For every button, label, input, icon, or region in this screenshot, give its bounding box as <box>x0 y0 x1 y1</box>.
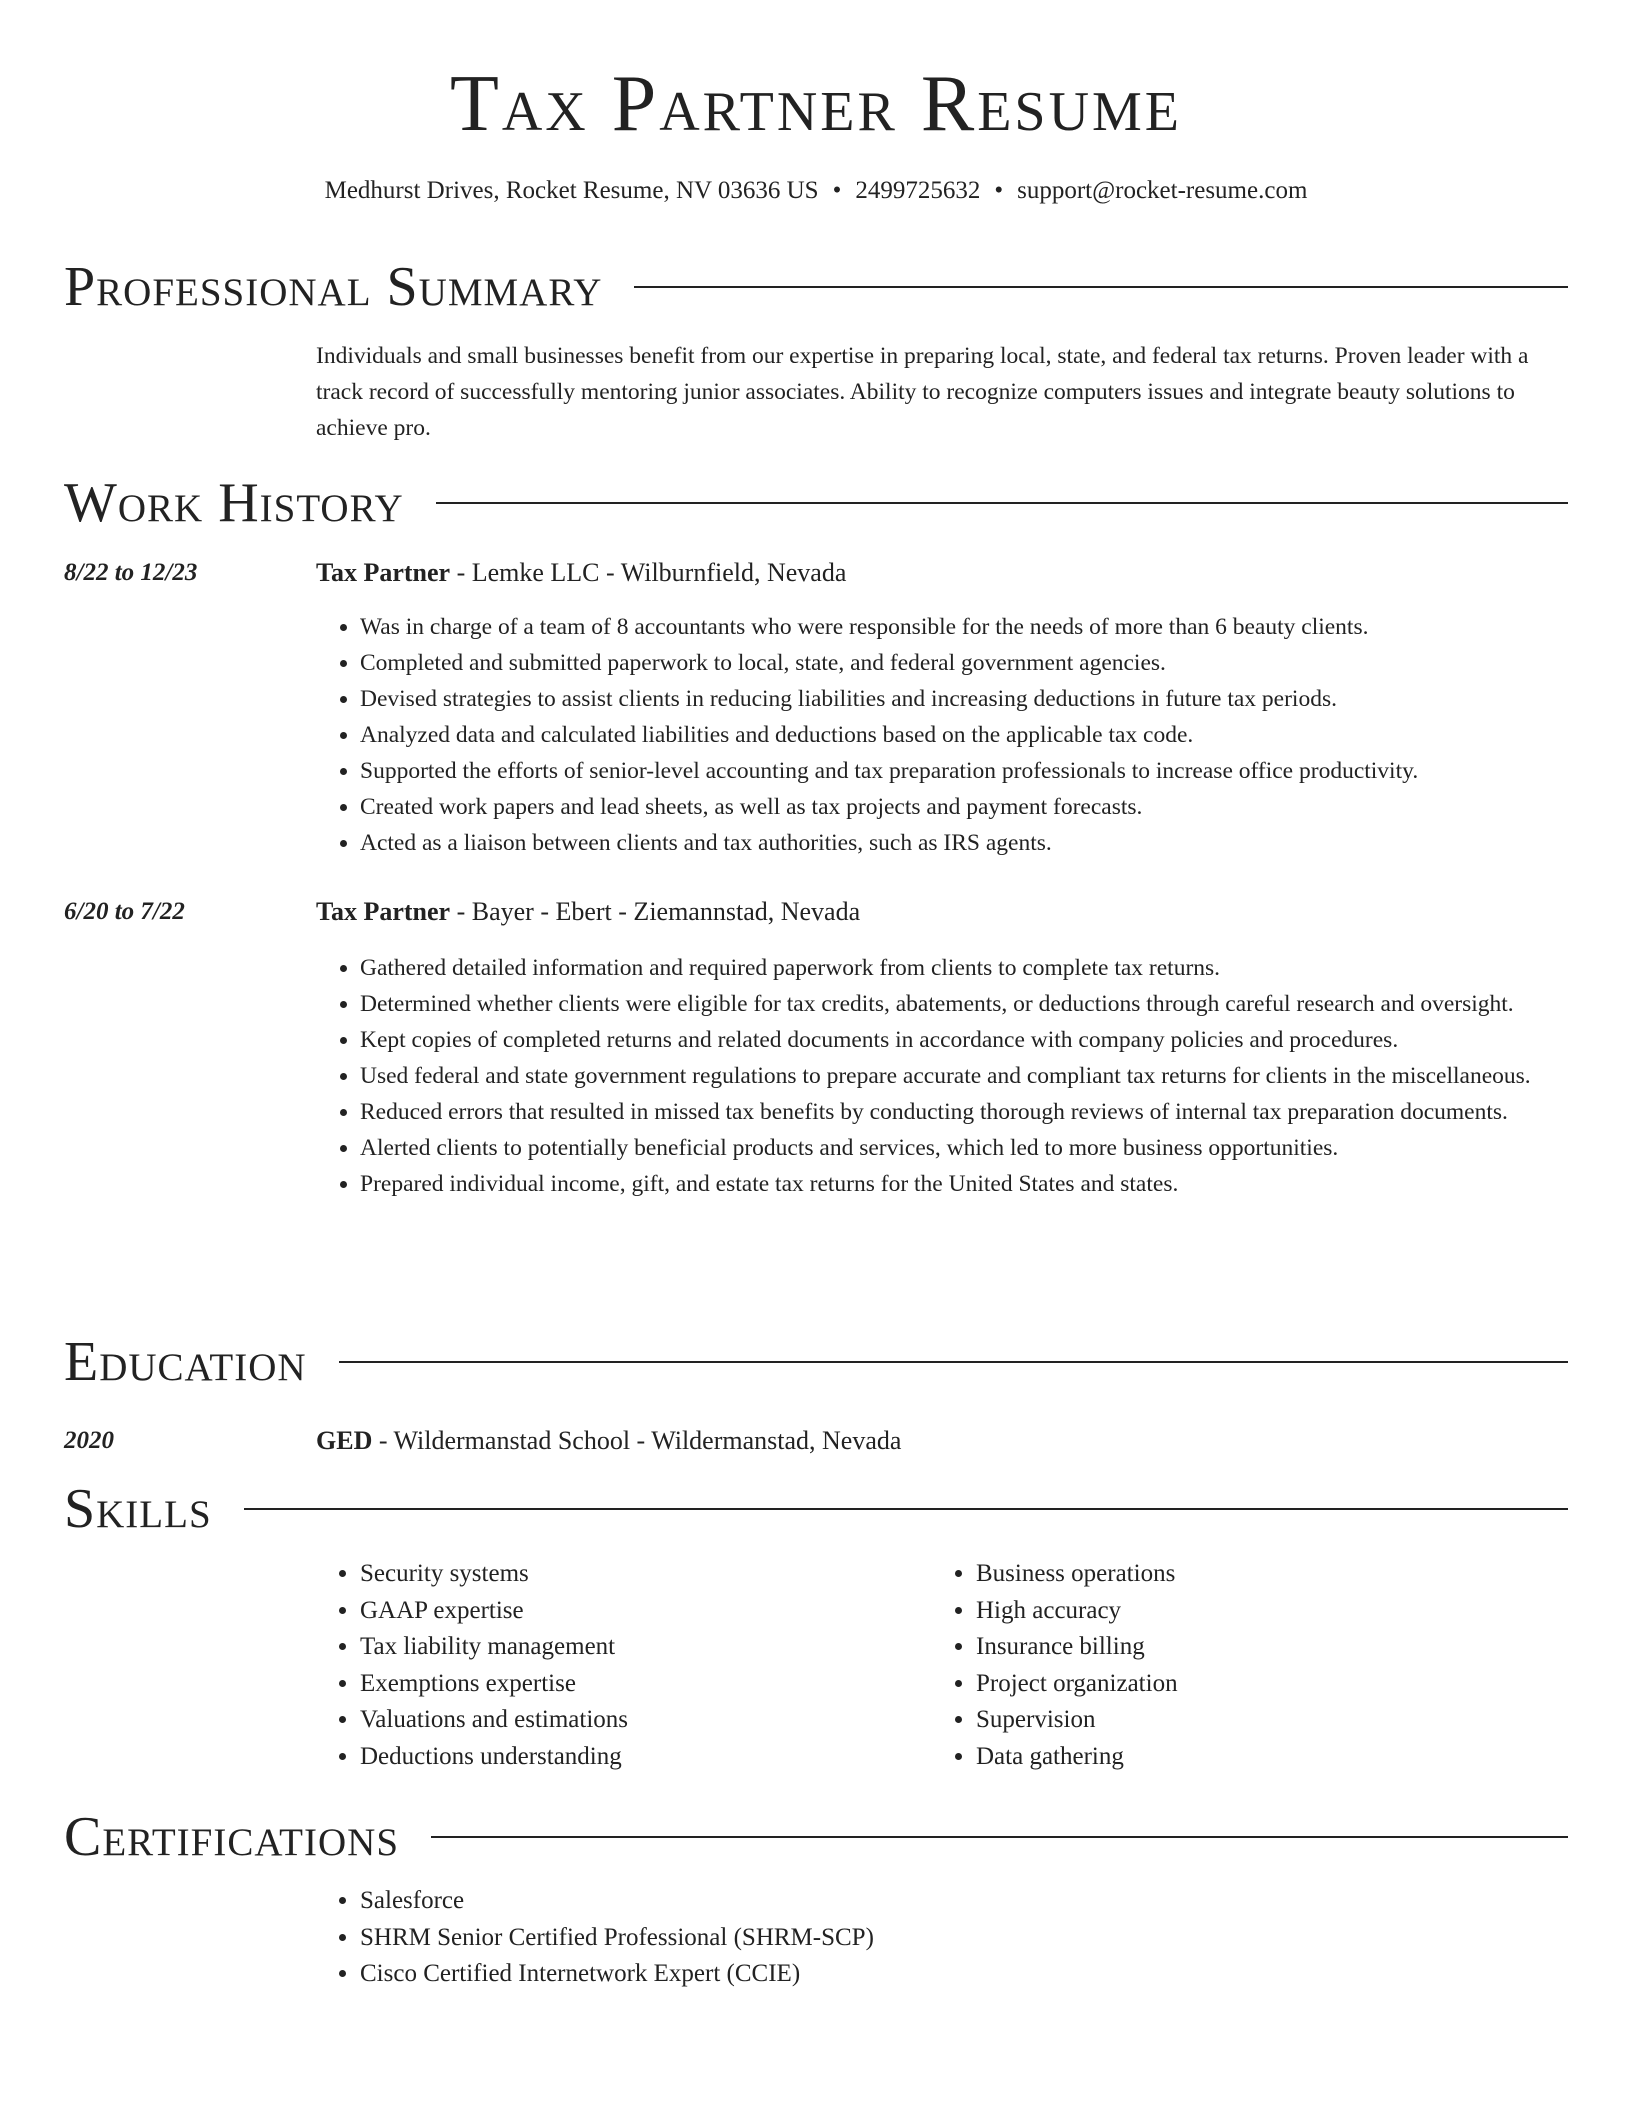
job-dates: 8/22 to 12/23 <box>64 559 198 586</box>
section-title: Work History <box>64 472 404 534</box>
skills-section-header <box>64 1476 1568 1542</box>
list-item: • SHRM Senior Certified Professional (SHRM-SCP) <box>360 1920 1540 1957</box>
email-link[interactable]: support@rocket-resume.com <box>1017 177 1308 204</box>
list-item: • Prepared individual income, gift, and estate tax returns for the United States and states. <box>360 1166 1540 1202</box>
list-item: • Used federal and state government regulations to prepare accurate and compliant tax returns for clients in the miscellaneous. <box>360 1058 1540 1094</box>
list-item: • Gathered detailed information and required paperwork from clients to complete tax returns. <box>360 950 1540 986</box>
work-section-header <box>64 470 1568 536</box>
list-item: • Exemptions expertise <box>360 1666 920 1703</box>
certifications-section-header <box>64 1804 1568 1870</box>
section-title: Certifications <box>64 1806 400 1868</box>
job-dates: 6/20 to 7/22 <box>64 898 185 925</box>
job-title-line <box>316 556 846 590</box>
list-item: • Business operations <box>976 1556 1536 1593</box>
list-item: • Tax liability management <box>360 1629 920 1666</box>
address: Medhurst Drives, Rocket Resume, NV 03636 US <box>324 177 819 204</box>
list-item: • Alerted clients to potentially beneficial products and services, which led to more business opportunities. <box>360 1130 1540 1166</box>
list-item: • Was in charge of a team of 8 accountants who were responsible for the needs of more than 6 beauty clients. <box>360 609 1540 645</box>
section-divider <box>244 1508 1568 1510</box>
list-item: • Salesforce <box>360 1883 1540 1920</box>
job-details: - Lemke LLC - Wilburnfield, Nevada <box>450 558 847 587</box>
list-item: • Reduced errors that resulted in missed tax benefits by conducting thorough reviews of internal tax preparation documents. <box>360 1094 1540 1130</box>
summary-section-header <box>64 254 1568 320</box>
list-item: • Acted as a liaison between clients and tax authorities, such as IRS agents. <box>360 825 1540 861</box>
skills-list-left <box>316 1556 920 1775</box>
section-divider <box>436 502 1568 504</box>
list-item: • Deductions understanding <box>360 1739 920 1776</box>
section-divider <box>431 1836 1568 1838</box>
list-item: • Created work papers and lead sheets, as well as tax projects and payment forecasts. <box>360 789 1540 825</box>
list-item: • GAAP expertise <box>360 1593 920 1630</box>
list-item: • Supervision <box>976 1702 1536 1739</box>
section-divider <box>634 286 1568 288</box>
job-bullets <box>316 609 1540 861</box>
list-item: • Cisco Certified Internetwork Expert (CCIE) <box>360 1956 1540 1993</box>
list-item: • Project organization <box>976 1666 1536 1703</box>
job-title-line <box>316 895 860 929</box>
skills-list-right <box>932 1556 1536 1775</box>
job-role: Tax Partner <box>316 897 451 926</box>
separator-dot: • <box>994 177 1004 204</box>
list-item: • High accuracy <box>976 1593 1536 1630</box>
section-title: Education <box>64 1331 307 1393</box>
contact-line <box>0 174 1632 208</box>
section-title: Skills <box>64 1478 212 1540</box>
list-item: • Devised strategies to assist clients in reducing liabilities and increasing deductions in future tax periods. <box>360 681 1540 717</box>
education-details: - Wildermanstad School - Wildermanstad, Nevada <box>372 1426 902 1455</box>
list-item: • Completed and submitted paperwork to local, state, and federal government agencies. <box>360 645 1540 681</box>
list-item: • Supported the efforts of senior-level accounting and tax preparation professionals to increase office productivity. <box>360 753 1540 789</box>
education-degree: GED <box>316 1426 373 1455</box>
list-item: • Valuations and estimations <box>360 1702 920 1739</box>
education-section-header <box>64 1329 1568 1395</box>
section-title: Professional Summary <box>64 256 603 318</box>
job-bullets <box>316 950 1540 1202</box>
list-item: • Insurance billing <box>976 1629 1536 1666</box>
list-item: • Data gathering <box>976 1739 1536 1776</box>
list-item: • Analyzed data and calculated liabilities and deductions based on the applicable tax code. <box>360 717 1540 753</box>
job-details: - Bayer - Ebert - Ziemannstad, Nevada <box>450 897 861 926</box>
list-item: • Kept copies of completed returns and related documents in accordance with company policies and procedures. <box>360 1022 1540 1058</box>
education-year: 2020 <box>64 1427 114 1454</box>
list-item: • Determined whether clients were eligible for tax credits, abatements, or deductions through careful research and oversight. <box>360 986 1540 1022</box>
separator-dot: • <box>832 177 842 204</box>
education-line <box>316 1424 901 1458</box>
list-item: • Security systems <box>360 1556 920 1593</box>
certifications-list <box>316 1883 1540 1993</box>
resume-title: Tax Partner Resume <box>449 60 1183 148</box>
section-divider <box>339 1361 1568 1363</box>
phone: 2499725632 <box>855 177 981 204</box>
summary-text: Individuals and small businesses benefit from our expertise in preparing local, state, and federal tax returns. Proven leader with a track record of successfully mentoring junior associates. Ability to recognize computers issues and integrate beauty solutions to achieve pro. <box>316 343 1529 441</box>
job-role: Tax Partner <box>316 558 451 587</box>
